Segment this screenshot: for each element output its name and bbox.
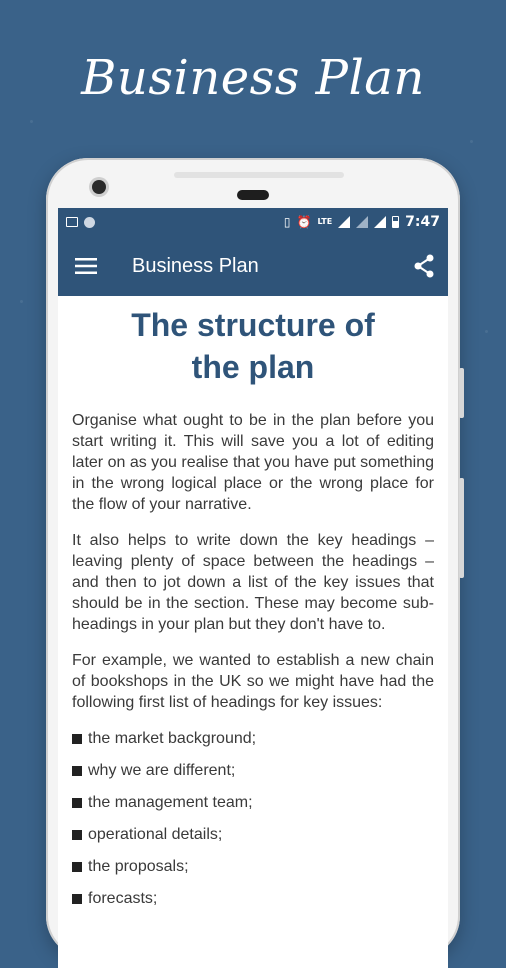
phone-screen [58,208,448,968]
share-icon[interactable] [400,236,448,296]
notification-dot-icon [84,217,95,228]
bullet-square-icon [72,894,82,904]
bullet-square-icon [72,862,82,872]
bullet-square-icon [72,798,82,808]
article-heading-line-1: The structure of [131,307,375,343]
key-issues-list [72,728,434,909]
background-dot [20,300,23,303]
app-title: Business Plan [132,254,259,277]
earpiece [237,190,269,200]
article-content [58,296,448,909]
list-item [72,824,434,845]
article-paragraph: It also helps to write down the key headings – leaving plenty of space between the headings – and then to jot down a list of the key issues that should be in the section. These may become sub-headings in your plan but they don't have to. [72,532,434,633]
lte-call-icon: LTE [317,217,333,226]
list-item-text: why we are different; [88,762,236,779]
article-heading [72,304,434,388]
battery-icon [392,216,399,228]
list-item-text: forecasts; [88,890,158,907]
list-item-text: the management team; [88,794,253,811]
list-item [72,760,434,781]
list-item [72,792,434,813]
list-item [72,888,434,909]
article-heading-line-2: the plan [191,349,315,385]
app-bar [58,236,448,296]
image-notification-icon [66,217,78,227]
list-item [72,856,434,877]
status-clock: 7:47 [405,214,440,230]
signal-secondary-icon [356,216,368,228]
status-bar [58,208,448,236]
bullet-square-icon [72,830,82,840]
background-dot [485,330,488,333]
vibrate-icon: ▯ [283,215,291,229]
promo-title: Business Plan [81,50,425,106]
article-paragraph: For example, we wanted to establish a new chain of bookshops in the UK so we might have had the following first list of headings for key issues: [72,652,434,711]
wifi-signal-icon [374,216,386,228]
bullet-square-icon [72,734,82,744]
list-item [72,728,434,749]
phone-frame [46,158,460,958]
article-paragraph: Organise what ought to be in the plan before you start writing it. This will save you a lot of editing later on as you realise that you have put something in the wrong logical place or the wrong place for the flow of your narrative. [72,412,434,513]
volume-button [459,368,464,418]
front-camera [92,180,106,194]
list-item-text: the market background; [88,730,257,747]
hamburger-menu-icon[interactable] [58,236,114,296]
alarm-icon: ⏰ [296,215,312,229]
bullet-square-icon [72,766,82,776]
background-dot [470,140,473,143]
top-speaker-grille [174,172,344,178]
list-item-text: the proposals; [88,858,189,875]
signal-icon [338,216,350,228]
power-button [459,478,464,578]
background-dot [30,120,33,123]
list-item-text: operational details; [88,826,223,843]
